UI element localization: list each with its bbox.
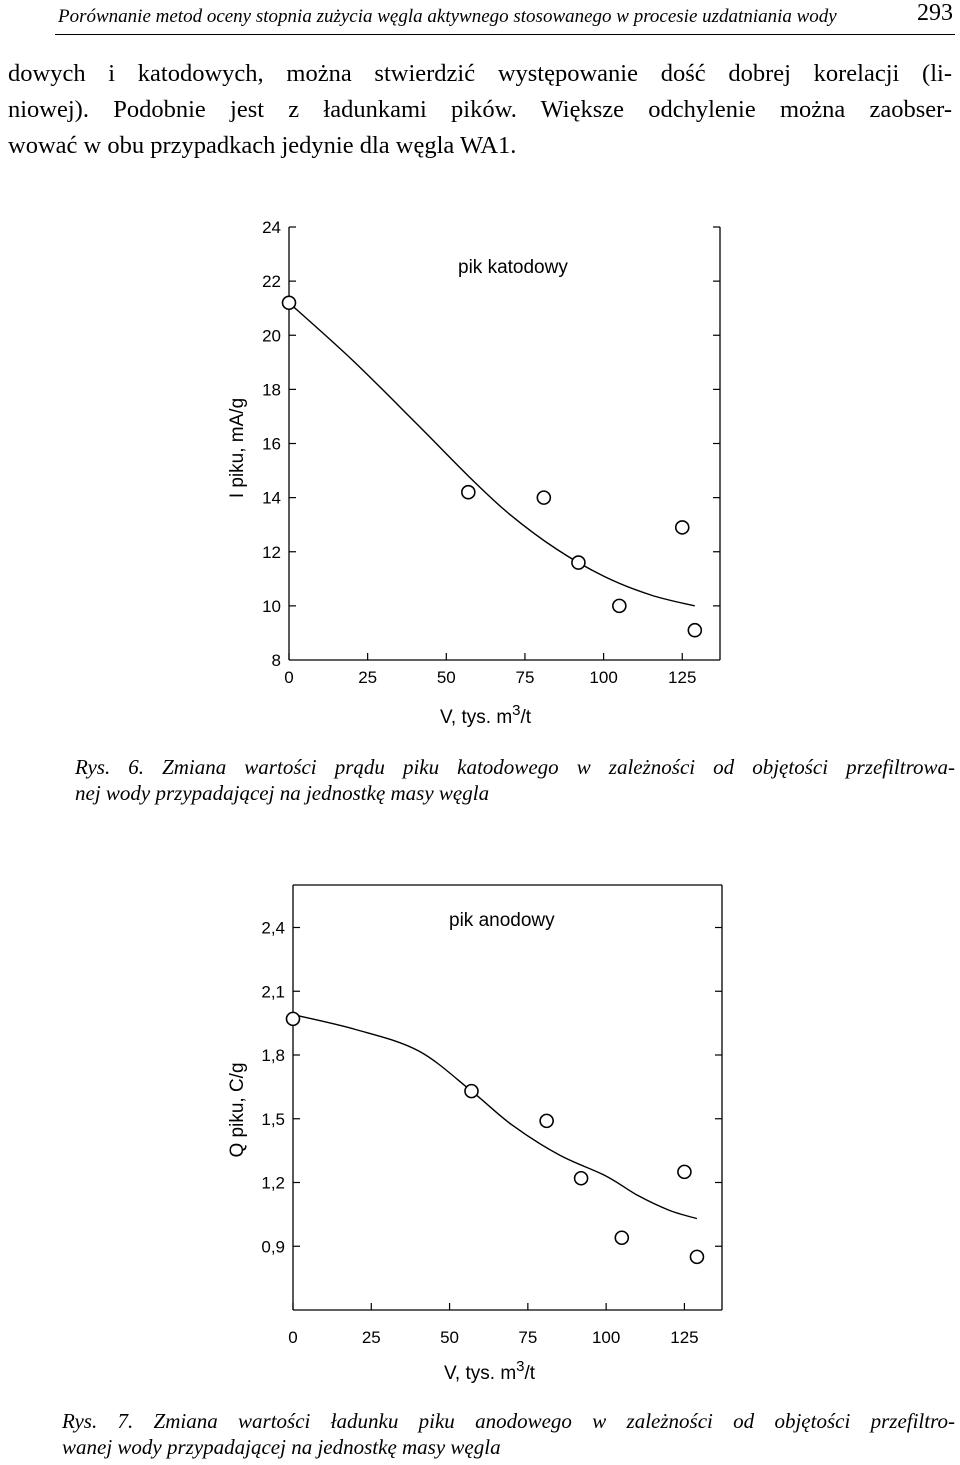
y-tick-label: 18 bbox=[262, 380, 281, 400]
x-tick-label: 25 bbox=[361, 1328, 381, 1347]
paragraph-line: wować w obu przypadkach jedynie dla węgla WA1. bbox=[8, 132, 517, 159]
data-point bbox=[678, 1165, 691, 1178]
caption-line: wanej wody przypadającej na jednostkę masy węgla bbox=[62, 1435, 501, 1459]
x-tick-label: 75 bbox=[515, 668, 535, 687]
caption-line: nej wody przypadającej na jednostkę masy węgla bbox=[75, 781, 490, 805]
y-tick-label: 0,9 bbox=[261, 1237, 285, 1257]
x-tick-label: 25 bbox=[358, 668, 378, 687]
data-point bbox=[615, 1231, 628, 1244]
data-point bbox=[575, 1172, 588, 1185]
y-tick-label: 16 bbox=[262, 434, 281, 454]
data-point bbox=[287, 1012, 300, 1025]
x-tick-label: 75 bbox=[518, 1328, 538, 1347]
y-tick-label: 20 bbox=[262, 326, 281, 346]
x-axis-title: V, tys. $m^3/t$ bbox=[440, 702, 532, 728]
caption-line: Rys. 7. Zmiana wartości ładunku piku anodowego w zależności od objętości przefiltro- bbox=[62, 1409, 955, 1433]
data-point bbox=[690, 1250, 703, 1263]
data-point bbox=[465, 1085, 478, 1098]
running-title: Porównanie metod oceny stopnia zużycia węgla aktywnego stosowanego w procesie uzdatniania wody bbox=[58, 6, 837, 27]
chart-annotation: pik katodowy bbox=[458, 257, 568, 278]
data-points bbox=[287, 1012, 704, 1263]
paragraph-line: niowej). Podobnie jest z ładunkami pików. Większe odchylenie można zaobser- bbox=[8, 96, 952, 123]
data-point bbox=[540, 1114, 553, 1127]
plot-frame bbox=[293, 885, 722, 1310]
y-tick-label: 2,4 bbox=[261, 918, 285, 938]
figure-7-caption bbox=[62, 1408, 955, 1460]
y-axis-title: Q piku, C/g bbox=[227, 1062, 248, 1158]
paragraph-line: dowych i katodowych, można stwierdzić występowanie dość dobrej korelacji (li- bbox=[8, 60, 952, 87]
chart-annotation: pik anodowy bbox=[449, 910, 555, 931]
y-tick-label: 1,8 bbox=[261, 1046, 285, 1065]
y-axis-ticks bbox=[261, 919, 722, 1257]
fit-curve bbox=[293, 1015, 697, 1219]
x-tick-label: 125 bbox=[670, 1328, 699, 1347]
y-tick-label: 1,5 bbox=[261, 1109, 285, 1129]
x-tick-label: 0 bbox=[284, 668, 294, 687]
x-axis-title: V, tys. $m^3/t$ bbox=[444, 1358, 536, 1384]
x-tick-label: 0 bbox=[288, 1328, 298, 1347]
y-tick-label: 1,2 bbox=[261, 1173, 285, 1193]
page-number: 293 bbox=[917, 0, 953, 26]
y-tick-label: 22 bbox=[262, 272, 281, 292]
y-tick-label: 12 bbox=[262, 542, 281, 562]
y-tick-label: 10 bbox=[262, 596, 281, 616]
x-tick-label: 50 bbox=[440, 1328, 460, 1347]
y-tick-label: 14 bbox=[262, 488, 281, 508]
x-tick-label: 50 bbox=[436, 668, 456, 687]
y-tick-label: 2,1 bbox=[261, 982, 285, 1002]
y-tick-label: 24 bbox=[262, 218, 281, 237]
x-tick-label: 100 bbox=[591, 1328, 621, 1347]
x-tick-label: 125 bbox=[668, 668, 697, 687]
y-tick-label: 8 bbox=[271, 651, 281, 670]
y-axis-title: I piku, mA/g bbox=[227, 397, 248, 499]
x-tick-label: 100 bbox=[589, 668, 618, 687]
caption-line: Rys. 6. Zmiana wartości prądu piku katodowego w zależności od objętości przefiltrowa- bbox=[75, 755, 955, 779]
